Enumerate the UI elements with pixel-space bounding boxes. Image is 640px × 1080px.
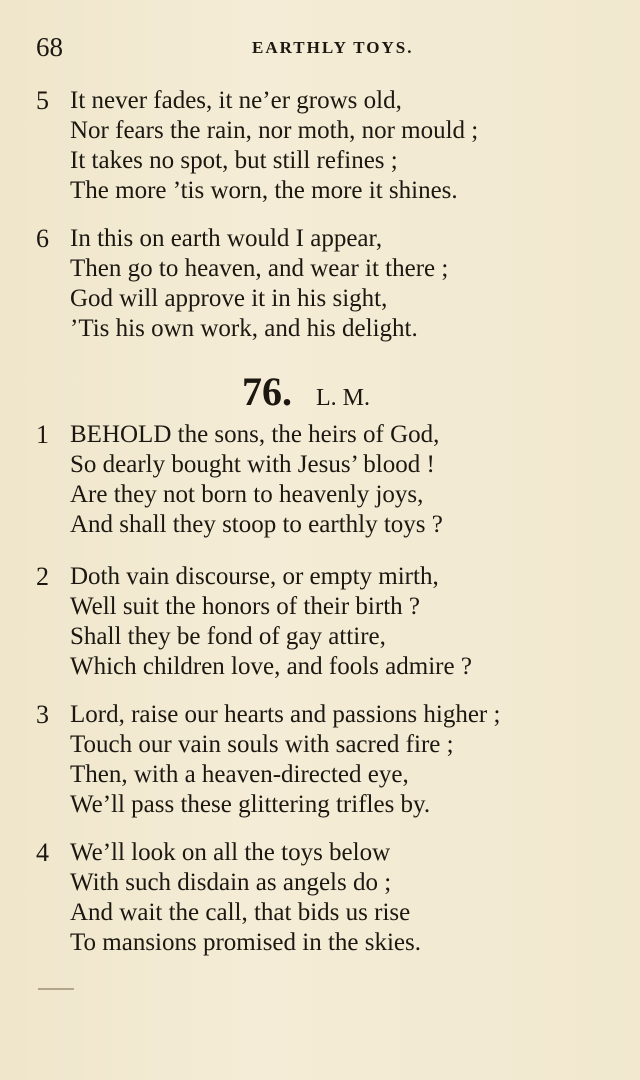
- hymn-number: 76.: [242, 369, 292, 414]
- verse-line: Touch our vain souls with sacred fire ;: [70, 731, 454, 758]
- verse-line: Shall they be fond of gay attire,: [70, 623, 386, 650]
- stanza-5: [36, 86, 626, 206]
- hymn-stanza-4: [36, 838, 626, 958]
- verse-line: Well suit the honors of their birth ?: [70, 593, 420, 620]
- stanza-number: 2: [36, 562, 49, 591]
- verse-line: Then, with a heaven-directed eye,: [70, 761, 409, 788]
- verse-line: BEHOLD the sons, the heirs of God,: [70, 421, 440, 448]
- page-number: 68: [36, 32, 63, 62]
- stanza-number: 5: [36, 86, 49, 115]
- verse-line: Then go to heaven, and wear it there ;: [70, 255, 449, 282]
- verse-line: Doth vain discourse, or empty mirth,: [70, 563, 439, 590]
- verse-line: To mansions promised in the skies.: [70, 929, 422, 956]
- stanza-number: 1: [36, 420, 49, 449]
- verse-line: Which children love, and fools admire ?: [70, 653, 472, 680]
- verse-line: We’ll pass these glittering trifles by.: [70, 791, 431, 818]
- running-head: [36, 32, 580, 62]
- verse-line: Are they not born to heavenly joys,: [70, 481, 424, 508]
- stanza-6: [36, 224, 626, 344]
- verse-line: ’Tis his own work, and his delight.: [70, 315, 418, 342]
- verse-line: Nor fears the rain, nor moth, nor mould ;: [70, 117, 479, 144]
- verse-line: We’ll look on all the toys below: [70, 839, 391, 866]
- hymn-heading: [242, 368, 370, 414]
- verse-line: With such disdain as angels do ;: [70, 869, 392, 896]
- verse-line: And wait the call, that bids us rise: [70, 899, 411, 926]
- signature-mark: [38, 988, 74, 990]
- running-title: EARTHLY TOYS.: [252, 38, 414, 57]
- hymn-meter: L. M.: [316, 385, 370, 411]
- verse-line: God will approve it in his sight,: [70, 285, 388, 312]
- hymn-stanza-2: [36, 562, 626, 682]
- stanza-number: 4: [36, 838, 49, 867]
- verse-line: So dearly bought with Jesus’ blood !: [70, 451, 435, 478]
- verse-line: In this on earth would I appear,: [70, 225, 383, 252]
- verse-line: It never fades, it ne’er grows old,: [70, 87, 402, 114]
- hymn-stanza-1: [36, 420, 626, 540]
- hymn-stanza-3: [36, 700, 626, 820]
- verse-line: The more ’tis worn, the more it shines.: [70, 177, 458, 204]
- stanza-number: 3: [36, 700, 49, 729]
- verse-line: And shall they stoop to earthly toys ?: [70, 511, 443, 538]
- verse-line: It takes no spot, but still refines ;: [70, 147, 398, 174]
- stanza-number: 6: [36, 224, 49, 253]
- verse-line: Lord, raise our hearts and passions higher ;: [70, 701, 501, 728]
